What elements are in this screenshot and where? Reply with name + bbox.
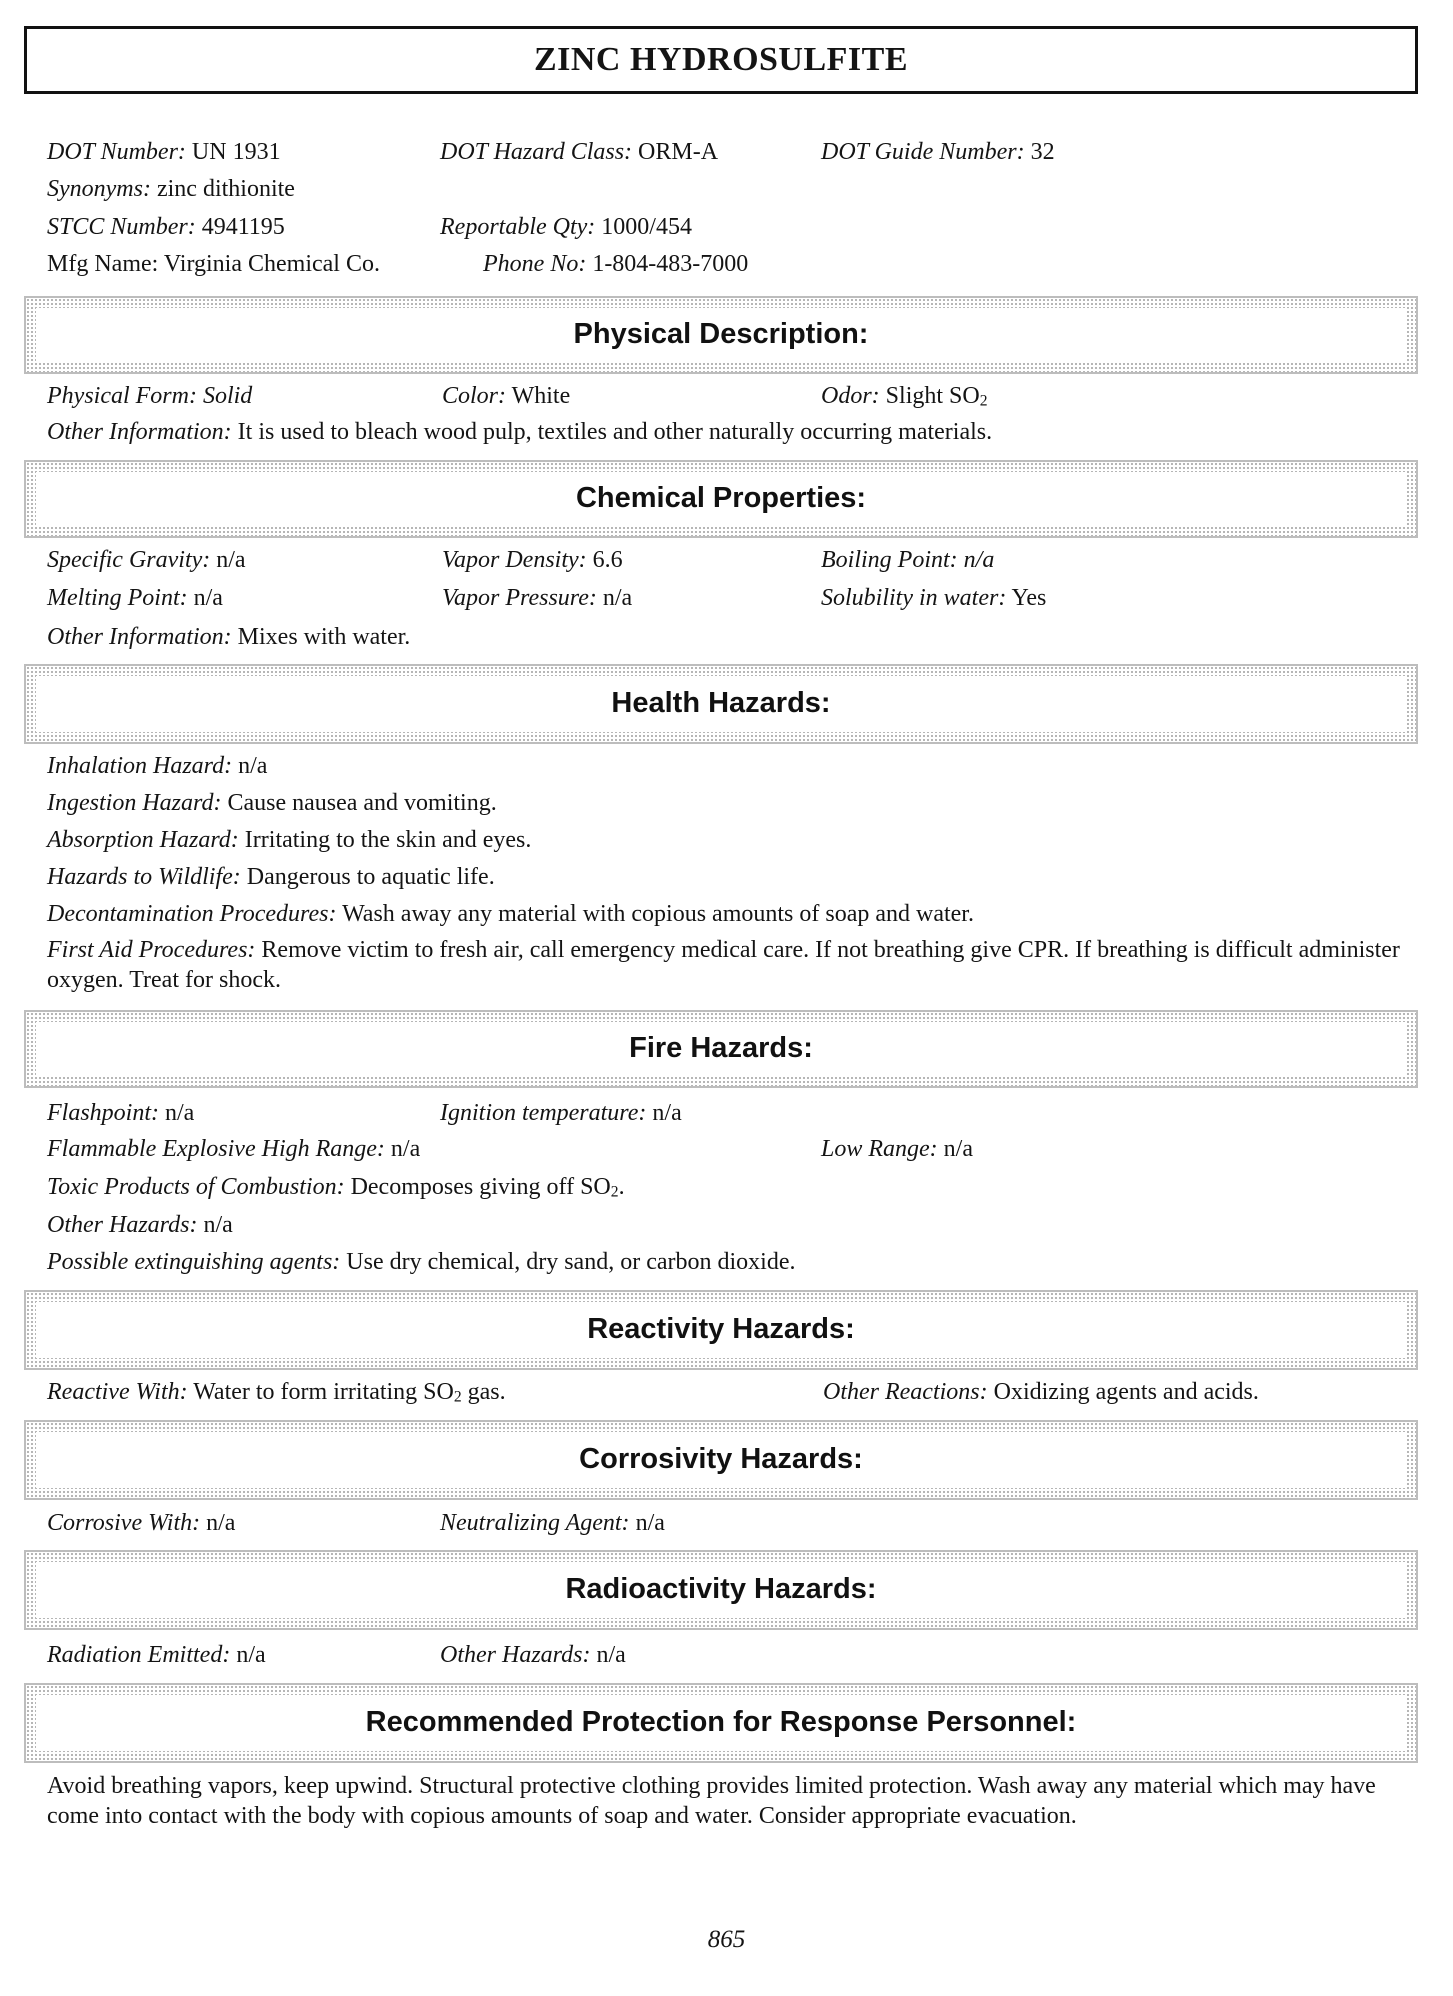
odor-label: Odor: xyxy=(821,383,880,409)
other-reactions-label: Other Reactions: xyxy=(823,1379,988,1405)
toxic-products-row xyxy=(47,1172,1417,1207)
fire-hazards-band xyxy=(24,1010,1418,1088)
radioactivity-hazards-band xyxy=(24,1550,1418,1630)
other-reactions-value: Oxidizing agents and acids. xyxy=(993,1379,1259,1405)
absorption-label: Absorption Hazard: xyxy=(47,827,239,853)
low-range-label: Low Range: xyxy=(821,1136,938,1162)
toxic-subscript: 2 xyxy=(610,1183,619,1201)
ingestion-row xyxy=(47,788,1417,818)
page-title: ZINC HYDROSULFITE xyxy=(533,41,909,78)
color-label: Color: xyxy=(442,383,507,409)
corrosive-with-label: Corrosive With: xyxy=(47,1510,201,1536)
page-number: 865 xyxy=(707,1926,746,1953)
specific-gravity-value: n/a xyxy=(216,547,246,573)
title-box xyxy=(24,26,1418,94)
low-range-value: n/a xyxy=(943,1136,973,1162)
boiling-point: Boiling Point: n/a xyxy=(821,547,995,573)
absorption-value: Irritating to the skin and eyes. xyxy=(244,827,532,853)
first-aid-label: First Aid Procedures: xyxy=(47,937,256,963)
phone-value: 1-804-483-7000 xyxy=(592,251,749,277)
physical-description-band xyxy=(24,296,1418,374)
decontamination-value: Wash away any material with copious amounts of soap and water. xyxy=(342,901,974,927)
mfg-value: Virginia Chemical Co. xyxy=(163,251,380,277)
high-range-value: n/a xyxy=(390,1136,421,1162)
guide-number-label: DOT Guide Number: xyxy=(821,139,1025,165)
radio-other-label: Other Hazards: xyxy=(440,1642,591,1668)
toxic-products-value: Decomposes giving off SO xyxy=(350,1174,611,1200)
extinguishing-label: Possible extinguishing agents: xyxy=(47,1249,341,1275)
synonyms-value: zinc dithionite xyxy=(156,176,295,202)
melting-point-label: Melting Point: xyxy=(47,585,188,611)
ingestion-value: Cause nausea and vomiting. xyxy=(227,790,497,816)
health-hazards-heading: Health Hazards: xyxy=(611,687,831,719)
reactivity-hazards-heading: Reactivity Hazards: xyxy=(587,1313,855,1345)
health-hazards-band xyxy=(24,664,1418,744)
protection-heading: Recommended Protection for Response Personnel: xyxy=(365,1706,1077,1738)
odor-subscript: 2 xyxy=(979,392,988,410)
first-aid-paragraph xyxy=(47,935,1412,995)
inhalation-label: Inhalation Hazard: xyxy=(47,753,233,779)
ignition-value: n/a xyxy=(652,1100,682,1126)
vapor-pressure-label: Vapor Pressure: xyxy=(442,585,597,611)
protection-paragraph: Avoid breathing vapors, keep upwind. Structural protective clothing provides limited protection. Wash away any material which may have come into contact with the body with copious amounts of soap and water. Consider appropriate evacuation. xyxy=(47,1773,1376,1829)
flashpoint-value: n/a xyxy=(165,1100,195,1126)
toxic-products-end: . xyxy=(618,1174,625,1200)
corrosive-with-value: n/a xyxy=(206,1510,236,1536)
radio-other-value: n/a xyxy=(596,1642,626,1668)
radioactivity-hazards-heading: Radioactivity Hazards: xyxy=(565,1573,877,1605)
neutralizing-value: n/a xyxy=(635,1510,665,1536)
toxic-products-label: Toxic Products of Combustion: xyxy=(47,1174,345,1200)
extinguishing-value: Use dry chemical, dry sand, or carbon dioxide. xyxy=(346,1249,796,1275)
fire-other-row xyxy=(47,1210,1417,1240)
neutralizing-label: Neutralizing Agent: xyxy=(440,1510,630,1536)
mfg-label: Mfg Name: xyxy=(47,251,159,277)
flashpoint-label: Flashpoint: xyxy=(47,1100,159,1126)
stcc-label: STCC Number: xyxy=(47,214,196,240)
specific-gravity-label: Specific Gravity: xyxy=(47,547,211,573)
ingestion-label: Ingestion Hazard: xyxy=(47,790,222,816)
chemical-properties-heading: Chemical Properties: xyxy=(575,482,867,514)
vapor-density-value: 6.6 xyxy=(592,547,623,573)
reportable-qty-value: 1000/454 xyxy=(601,214,692,240)
hazard-class-value: ORM-A xyxy=(638,139,719,165)
phone-label: Phone No: xyxy=(483,251,587,277)
inhalation-value: n/a xyxy=(238,753,268,779)
inhalation-row xyxy=(47,751,1417,781)
extinguishing-row xyxy=(47,1247,1417,1277)
protection-band xyxy=(24,1683,1418,1763)
physical-form: Physical Form: Solid xyxy=(47,383,253,409)
wildlife-label: Hazards to Wildlife: xyxy=(47,864,241,890)
ignition-label: Ignition temperature: xyxy=(440,1100,647,1126)
chemical-other-label: Other Information: xyxy=(47,624,232,650)
guide-number-value: 32 xyxy=(1030,139,1055,165)
physical-row-2 xyxy=(47,417,1417,447)
reactivity-hazards-band xyxy=(24,1290,1418,1370)
dot-number-value: UN 1931 xyxy=(191,139,281,165)
corrosivity-hazards-heading: Corrosivity Hazards: xyxy=(579,1443,863,1475)
dot-number-label: DOT Number: xyxy=(47,139,186,165)
decontamination-label: Decontamination Procedures: xyxy=(47,901,337,927)
fire-hazards-heading: Fire Hazards: xyxy=(629,1032,813,1064)
reactive-with-label: Reactive With: xyxy=(47,1379,188,1405)
decontamination-row xyxy=(47,899,1417,929)
absorption-row xyxy=(47,825,1417,855)
chemical-properties-band xyxy=(24,460,1418,538)
synonyms-label: Synonyms: xyxy=(47,176,151,202)
fire-other-label: Other Hazards: xyxy=(47,1212,198,1238)
reactive-with-value: Water to form irritating SO xyxy=(193,1379,454,1405)
wildlife-value: Dangerous to aquatic life. xyxy=(246,864,495,890)
reportable-qty-label: Reportable Qty: xyxy=(440,214,596,240)
solubility-value: Yes xyxy=(1011,585,1047,611)
vapor-pressure-value: n/a xyxy=(602,585,633,611)
hazard-class-label: DOT Hazard Class: xyxy=(440,139,633,165)
odor-value: Slight SO xyxy=(885,383,980,409)
radiation-emitted-label: Radiation Emitted: xyxy=(47,1642,231,1668)
stcc-value: 4941195 xyxy=(201,214,285,240)
physical-other-label: Other Information: xyxy=(47,419,232,445)
fire-other-value: n/a xyxy=(203,1212,233,1238)
color-value: White xyxy=(511,383,571,409)
high-range-label: Flammable Explosive High Range: xyxy=(47,1136,385,1162)
physical-description-heading: Physical Description: xyxy=(573,318,869,350)
corrosivity-hazards-band xyxy=(24,1420,1418,1500)
first-aid-value: Remove victim to fresh air, call emergency medical care. If not breathing give CPR. If breathing is difficult administer oxygen. Treat for shock. xyxy=(47,937,1400,993)
physical-other-value: It is used to bleach wood pulp, textiles and other naturally occurring materials. xyxy=(237,419,993,445)
vapor-density-label: Vapor Density: xyxy=(442,547,587,573)
radiation-emitted-value: n/a xyxy=(236,1642,266,1668)
wildlife-row xyxy=(47,862,1417,892)
chemical-other-value: Mixes with water. xyxy=(237,624,411,650)
solubility-label: Solubility in water: xyxy=(821,585,1007,611)
melting-point-value: n/a xyxy=(193,585,223,611)
chemical-row-3 xyxy=(47,622,1417,652)
reactive-subscript: 2 xyxy=(453,1388,462,1406)
reactive-with-end: gas. xyxy=(461,1379,506,1405)
